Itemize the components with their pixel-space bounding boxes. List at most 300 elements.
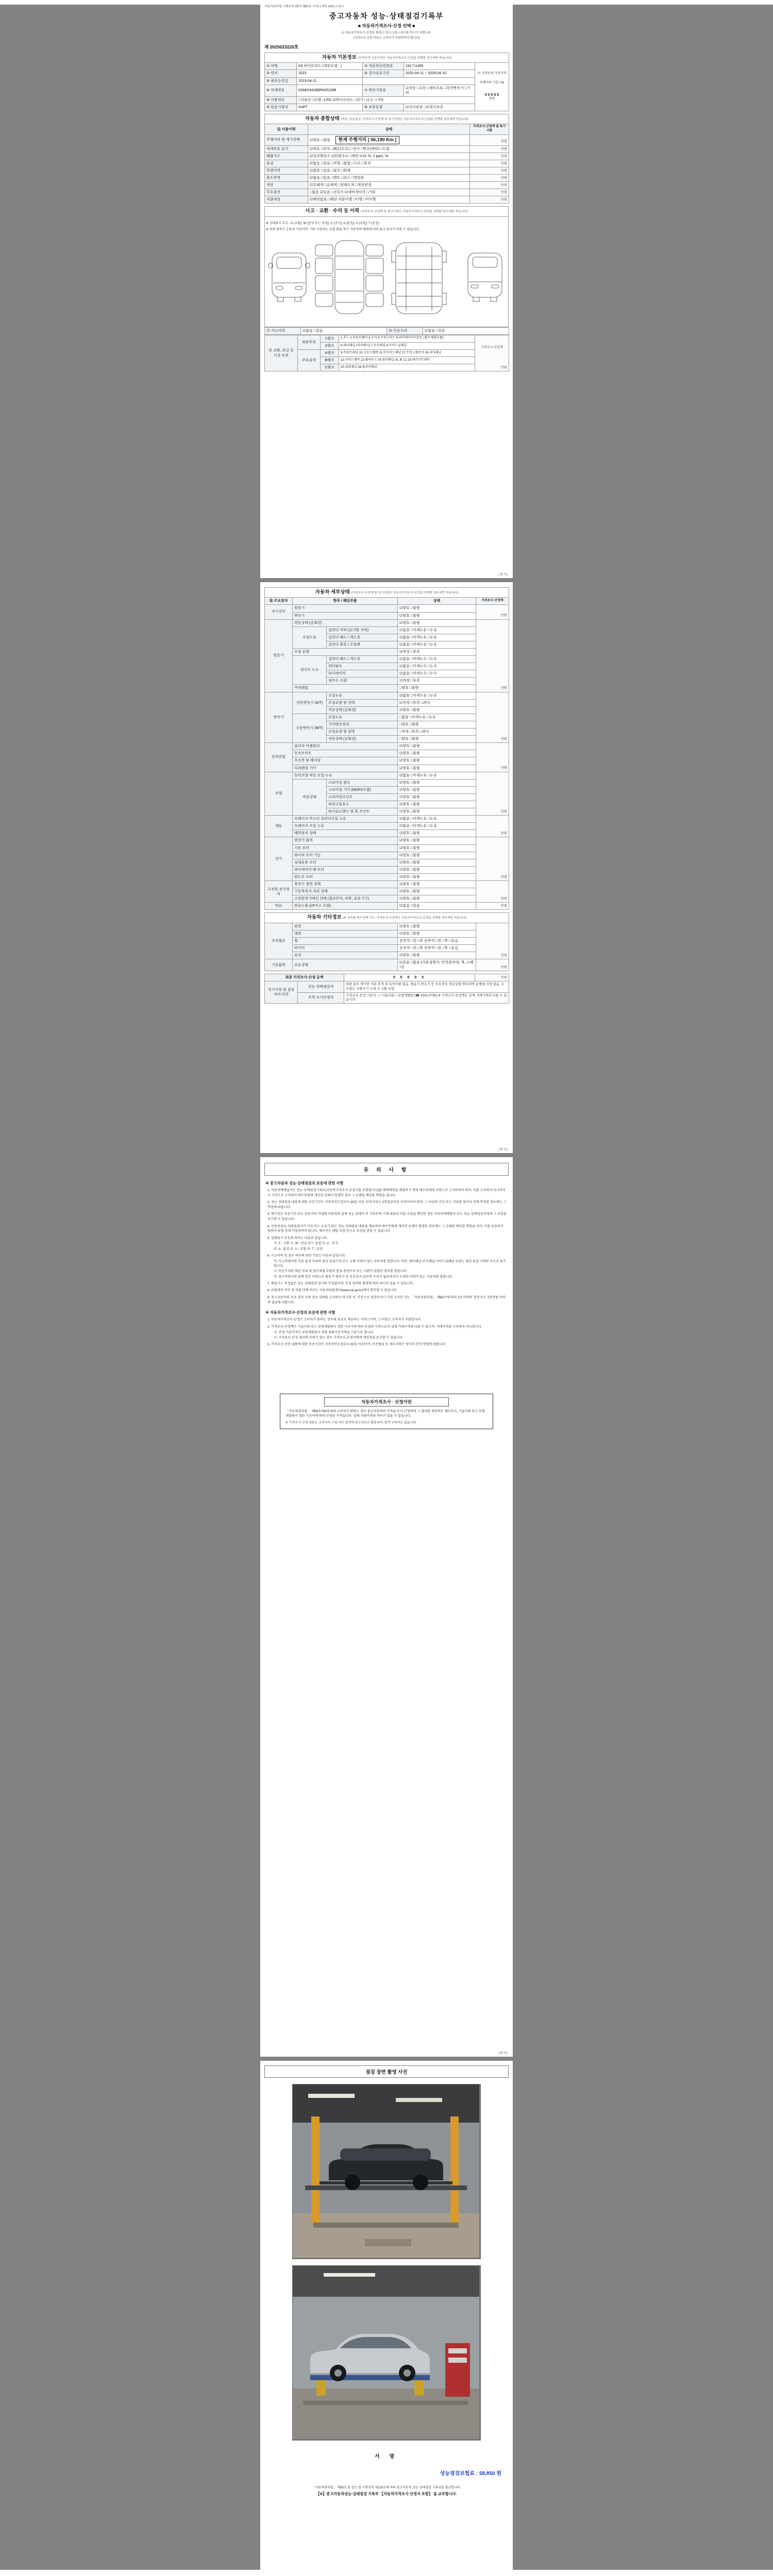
summary-item-label: 튜닝 xyxy=(265,160,308,167)
detail-group-label: 고전원 전기장치 xyxy=(265,881,293,903)
detail-status-checkboxes[interactable]: ☑양호 □불량 xyxy=(398,786,476,793)
other-row xyxy=(265,952,509,959)
notice-paragraph: 8. 리콜대상 여부 및 리콜 이행 여부는 자동차리콜센터(www.car.go.kr)에서 확인할 수 있습니다. xyxy=(267,1289,397,1293)
detail-status-checkboxes[interactable]: ☑없음 □미세누수 □누수 xyxy=(398,663,476,670)
rank-label: C랭크 xyxy=(321,364,339,371)
detail-sub-label: 작동상태 xyxy=(293,779,327,815)
price-cell: 만원 xyxy=(476,881,509,903)
detail-item-label: 클러치 어셈블리 xyxy=(293,743,398,750)
other-row xyxy=(265,923,509,930)
detail-status-checkboxes[interactable]: ☑없음 □미세누유 □누유 xyxy=(398,626,476,634)
rank-parts-list[interactable]: 12.사이드멤버 13.휠하우스 14.필러패널 (A, B, C) 19.패키지트레이 xyxy=(339,357,475,364)
detail-item-label: 워터펌프 xyxy=(327,663,398,670)
current-mileage-box: 현재 주행거리 [ 56,190 Km ] xyxy=(335,136,400,144)
detail-item-label: 작동상태 (공회전) xyxy=(293,619,398,626)
detail-col-price: 가격조사·산정액 xyxy=(476,598,509,605)
appraiser-opinion-row xyxy=(265,992,509,1003)
summary-status-checkboxes[interactable] xyxy=(308,189,470,196)
price-cell: 만원 xyxy=(476,605,509,619)
accident-title: 사고 · 교환 · 수리 등 이력 xyxy=(305,208,360,214)
notice-sub-item: 가. X : 교환 나. W : 판금 또는 용접 다. C : 부식 xyxy=(274,1242,338,1246)
detail-status-checkboxes[interactable]: □없음 □미세누유 □누유 xyxy=(398,714,476,721)
detail-row xyxy=(265,692,509,699)
detail-row xyxy=(265,619,509,626)
exchange-parts-label: ⑮ 교환, 판금 등 이상 부위 xyxy=(265,335,298,371)
price-survey-note-2: (가격조사·산정 비용은 소비자가 부담하여야 합니다) xyxy=(353,37,420,40)
summary-status-text: ☑무채색 □유채색 □전체도색 □색상변경 xyxy=(310,183,372,188)
detail-row xyxy=(265,859,509,866)
engine-type-label: ⑨ 원동기형식 xyxy=(265,104,297,111)
detail-item-label: 라디에이터 xyxy=(327,670,398,677)
summary-status-checkboxes[interactable] xyxy=(308,182,470,189)
summary-row xyxy=(265,196,509,204)
price-survey-info-text: 「자동차관리법」 제58조의4에 따라 소비자가 원하는 경우 중고자동차의 가격을 조사·산정하여 그 결과를 제공하는 제도로서, 기술사회 또는 보험개발원이 정한 기준서에 따라 산정된 가격입니다. 실제 거래가격과 차이가 있을 수 있습니다. xyxy=(285,1409,485,1418)
notice-paragraph: 5. 상태표시 부호의 의미는 다음과 같습니다. xyxy=(267,1236,328,1240)
detail-row xyxy=(265,837,509,844)
detail-group-label: 제동 xyxy=(265,816,293,837)
price-cell: 만원 xyxy=(476,619,509,692)
notice-paragraph: 1. 자동차가격조사·산정은 소비자가 원하는 경우에 유료로 제공되는 서비스이며, 그 비용은 소비자가 부담합니다. xyxy=(267,1318,422,1322)
final-price-value: 0 0 0 0 0 xyxy=(344,974,475,981)
detail-item-label: 기어변속장치 xyxy=(327,721,398,728)
detail-status-checkboxes[interactable]: ☑양호 □불량 xyxy=(398,706,476,714)
diagram-note-legend: ※ 하단 항목은 승용차 기준이며, 기타 자동차는 승합·화물·특수 자동차의 형태에 따라 표시 위치가 다를 수 있습니다. xyxy=(266,228,420,231)
detail-status-checkboxes[interactable]: ☑양호 □불량 xyxy=(398,793,476,801)
panel-area-label: 외판부위 xyxy=(298,335,321,349)
detail-status-checkboxes[interactable]: ☑양호 □불량 xyxy=(398,619,476,626)
detail-status-checkboxes[interactable]: ☑없음 □미세누유 □누유 xyxy=(398,634,476,641)
detail-item-label: 오일누유 xyxy=(327,692,398,699)
basic-info-title: 자동차 기본정보 xyxy=(322,55,357,60)
inspection-photo-2-image xyxy=(293,2266,479,2439)
summary-status-checkboxes[interactable] xyxy=(308,160,470,167)
summary-status-checkboxes[interactable] xyxy=(308,134,470,145)
detail-row xyxy=(265,612,509,619)
detail-row xyxy=(265,626,509,634)
price-cell: 만원 xyxy=(476,692,509,743)
inspection-photo-1-image xyxy=(293,2084,479,2258)
price-survey-note-1: ① 자동차가격조사·산정을 원하는 경우 [ ]에 √ 표시를 하시기 바랍니다. xyxy=(341,31,432,35)
detail-status-checkboxes[interactable]: ☑양호 □불량 xyxy=(398,866,476,873)
engine-type-value: G4FT xyxy=(297,104,363,111)
detail-status-checkboxes[interactable]: ☑양호 □불량 xyxy=(398,859,476,866)
detail-row xyxy=(265,881,509,888)
price-cell: 만원 xyxy=(476,837,509,881)
summary-status-checkboxes[interactable] xyxy=(308,196,470,204)
summary-row xyxy=(265,175,509,182)
detail-item-label: 브레이크 마스터 실린더오일 누유 xyxy=(293,816,398,823)
signature-label[interactable]: 서 명 xyxy=(374,2454,399,2460)
detail-row xyxy=(265,888,509,895)
notice-paragraph: 9. 중고자동차의 구조·장치 등의 성능·상태를 고지하지 아니한 자, 거짓으로 점검하거나 거짓 고지한 자는 「자동차관리법」 제80조에 따라 2년 이하의 징역 또는 2천만원 이하의 벌금에 처합니다. xyxy=(267,1296,506,1304)
inspection-period-value: 2025-04-11 ~ 2026-04-10 xyxy=(404,70,475,77)
detail-status-checkboxes[interactable]: ☑없음 □미세누수 □누수 xyxy=(398,656,476,663)
detail-status-checkboxes[interactable]: ☑없음 □미세누유 □누유 xyxy=(398,823,476,830)
basic-row-1 xyxy=(265,63,509,70)
detail-status-checkboxes[interactable]: ☑양호 □불량 xyxy=(398,743,476,750)
price-cell: 만원 xyxy=(470,189,509,196)
detail-item-label: 파워고압호스 xyxy=(327,801,398,808)
notice-paragraph: 1. 자동차매매업자는 성능·상태점검기록부(자동차가격조사·산정서를 포함합니다)를 매매계약을 체결하기 전에 매수인에게 서면으로 고지하여야 하며, 이를 고지하지 아니하거나 거짓으로 고지하여 매수인에게 재산상 손해가 발생한 경우 그 손해를 배상할 책임을 집니다. xyxy=(267,1189,506,1197)
notice-sub-item: 다. 침수차량이란 물에 잠긴 이력으로 원동기·변속기 등 주요장치 일부의 수리가 필요하거나 수리한 이력이 있는 자동차를 말합니다. xyxy=(274,1275,453,1279)
accident-history-row xyxy=(265,327,509,334)
detail-status-checkboxes[interactable]: ☑양호 □불량 xyxy=(398,757,476,765)
price-cell: 만원 xyxy=(470,196,509,204)
price-survey-select-title: ■ 자동차가격조사·산정 선택 ■ xyxy=(358,23,415,28)
summary-status-text: ☑일산화탄소 ☑탄화수소 □매연 0.01 %, 2 ppm, % xyxy=(310,154,389,158)
summary-row xyxy=(265,182,509,189)
summary-col-price: 가격조사·산정액 및 특기사항 xyxy=(470,124,509,135)
car-diagram-panel xyxy=(264,217,509,327)
summary-row xyxy=(265,189,509,196)
summary-row xyxy=(265,134,509,145)
notice-sub-item: 나. 가격조사·산정 결과에 이의가 있는 경우 가격조사·산정자에게 재산정을 요구할 수 있습니다. xyxy=(274,1335,404,1340)
detail-status-checkboxes[interactable]: ☑양호 □불량 xyxy=(398,750,476,757)
simple-repair-checkboxes[interactable]: ☑없음 □있음 xyxy=(423,327,509,334)
inspection-period-label: ④ 검사유효기간 xyxy=(363,70,404,77)
price-cell xyxy=(475,335,509,371)
detail-item-label: 동력조향 작동 오일 누유 xyxy=(293,772,398,779)
inspection-photo-2 xyxy=(292,2265,481,2441)
detail-status-checkboxes[interactable]: ☑양호 □불량 xyxy=(398,873,476,880)
detail-item-label: 구동축전지 격리 상태 xyxy=(293,888,398,895)
notice-paragraph: 2. 성능·상태점검 내용에 대한 보증기간은 자동차인도일부터 30일 이상, 보증거리는 2천킬로미터 이상이어야 하며, 그 이상의 기간 또는 거리를 당사자 간에 약정한 경우에는 그 약정에 따릅니다. xyxy=(267,1200,507,1209)
notice-paragraph: 2. 가격조사·산정액은 기술사회 또는 보험개발원이 정한 기준서에 따라 산정한 가격으로서 실제 거래가격과 다를 수 있으며, 거래가격을 구속하지 아니합니다. xyxy=(267,1325,482,1329)
summary-table xyxy=(264,114,509,204)
page-3 xyxy=(260,1157,513,2057)
model-year-label: ③ 연식 xyxy=(265,70,297,77)
detail-row xyxy=(265,656,509,663)
other-info-header xyxy=(265,913,509,923)
summary-item-label: 특별이력 xyxy=(265,167,308,174)
exchange-rank-row xyxy=(265,335,509,342)
other-info-subtitle: (※ 장착물 복수선택 가능, 가격조사·산정액은 자동차가격조사·산정을 선택한 경우에만 적습니다) xyxy=(343,917,467,920)
detail-status-checkboxes[interactable]: □양호 □불량 xyxy=(398,685,476,692)
car-name-label: ① 차명 xyxy=(265,63,297,70)
detail-status-checkboxes[interactable]: ☑양호 □불량 xyxy=(398,837,476,844)
fuel-label: ⑧ 사용연료 xyxy=(265,96,297,104)
panel-area-label: 주요골격 xyxy=(298,350,321,371)
summary-row xyxy=(265,145,509,152)
inspection-insurance-fee: 성능점검보험료 : 58,850 원 xyxy=(440,2471,501,2477)
summary-status-text: ☑없음 □있음 □침수 □화재 xyxy=(310,168,350,173)
detail-item-label: 윈도우 모터 xyxy=(293,873,398,880)
other-table-body xyxy=(265,923,509,971)
other-item-label: 타이어 xyxy=(293,945,398,952)
detail-status-checkboxes[interactable]: ☑양호 □불량 xyxy=(398,830,476,837)
notice-sub-item: 가. 산정 기준가격은 보험개발원이 정한 차량기준가액을 기준으로 합니다. xyxy=(274,1330,374,1334)
photo-section-header: 점검 장면 촬영 사진 xyxy=(264,2065,509,2078)
detail-item-label: 실린더 헤드 / 개스킷 xyxy=(327,634,398,641)
price-cell: 만원 xyxy=(470,134,509,145)
detail-status-checkboxes[interactable]: ☑없음 □미세누유 □누유 xyxy=(398,772,476,779)
detail-item-label: 타이로드엔드 및 볼 조인트 xyxy=(327,808,398,816)
summary-item-label: 주행거리 및 계기상태 xyxy=(265,134,308,145)
summary-item-label: 주요옵션 xyxy=(265,189,308,196)
detail-item-label: 스티어링 펌프 xyxy=(327,779,398,786)
summary-status-checkboxes[interactable] xyxy=(308,175,470,182)
price-cell: 만원 xyxy=(470,175,509,182)
exchange-rank-table xyxy=(264,335,509,371)
summary-status-text: ☑없음 □있음 □렌트 □리스 □영업용 xyxy=(310,176,364,180)
summary-item-label: 색상 xyxy=(265,182,308,189)
warranty-type-label: ⑩ 보증유형 xyxy=(363,104,404,111)
final-price-table xyxy=(264,974,509,1004)
notice-paragraph: 3. 매수인은 보증기간 또는 보증거리 이내에 자동차의 실제 성능·상태가 이 기록부의 기재 내용과 다른 사실을 확인한 경우 자동차매매업자 또는 성능·상태점검자에게 그 보증을 요구할 수 있습니다. xyxy=(267,1212,507,1222)
base-price-value: 0 0 0 0 0 xyxy=(484,93,499,97)
summary-status-checkboxes[interactable] xyxy=(308,145,470,152)
transmission-label: ⑦ 변속기종류 xyxy=(363,84,404,96)
price-cell: 만원 xyxy=(470,182,509,189)
detail-item-label: 고전원전기배선 상태 (접속단자, 피복, 보호기구) xyxy=(293,895,398,903)
detail-row xyxy=(265,743,509,750)
detail-sub-label: 자동변속기 (A/T) xyxy=(293,692,327,714)
detail-row xyxy=(265,844,509,852)
summary-status-text: ☑양호 □불량 xyxy=(310,138,330,142)
opinion-block-label: 특기사항 및 점검자의 의견 xyxy=(265,981,298,1004)
other-item-label: 내장 xyxy=(293,930,398,937)
detail-row xyxy=(265,750,509,757)
detail-status-checkboxes[interactable]: ☑양호 □불량 xyxy=(398,852,476,859)
inspector-opinion-text: 외판 일부 경미한 사용 흔적 외 특이사항 없음. 원동기·변속기 등 주요장치 작동상태 양호하며 운행에 지장 없음. 소모품은 교환주기 도래 시 교환 요망. xyxy=(344,981,509,992)
detail-item-label: 변속기 xyxy=(293,612,398,619)
detail-status-checkboxes[interactable]: ☑양호 □불량 xyxy=(398,612,476,619)
page-2 xyxy=(260,582,513,1153)
detail-item-label: 라디에이터 팬 모터 xyxy=(293,866,398,873)
notice-sub-item: 라. A : 흠집 마. U : 요철 바. T : 손상 xyxy=(274,1247,323,1251)
other-status-checkboxes[interactable]: ☑양호 □불량 xyxy=(398,952,476,959)
inspector-label: 성능·상태점검자 xyxy=(298,981,344,992)
detail-sub-label: 수동변속기 (M/T) xyxy=(293,714,327,742)
summary-item-label: 차대번호 표기 xyxy=(265,145,308,152)
detail-row xyxy=(265,779,509,786)
page-2-continued-marker: (계 속) xyxy=(498,1148,508,1151)
other-group-label: 기본품목 xyxy=(265,959,293,971)
detail-group-label: 원동기 xyxy=(265,619,293,692)
other-item-label: 외장 xyxy=(293,923,398,930)
detail-group-label: 자기진단 xyxy=(265,605,293,619)
detail-row xyxy=(265,757,509,765)
other-status-checkboxes[interactable]: ☑있음 □없음 (사용설명서, 안전삼각대, 잭, 스패너) xyxy=(398,959,476,971)
other-item-label: 휠 xyxy=(293,937,398,944)
basic-row-2 xyxy=(265,70,509,77)
price-survey-info-title: 자동차가격조사 · 산정이란 xyxy=(324,1397,448,1406)
detail-row xyxy=(265,714,509,721)
detail-item-label: 오일유량 및 상태 xyxy=(327,728,398,736)
rank-parts-list[interactable]: 6.쿼터패널 (리어펜더) 7.루프패널 8.사이드실패널 xyxy=(339,342,475,349)
summary-table-body xyxy=(265,134,509,203)
notice-paragraph: 6. 사고이력 및 침수 여부의 판단 기준은 다음과 같습니다. xyxy=(267,1254,346,1258)
detail-sub-label: 냉각수 누수 xyxy=(293,656,327,685)
basic-row-4 xyxy=(265,84,509,96)
other-status-checkboxes[interactable]: 운전석 □전 □후 동반석 □전 □후 □응급 xyxy=(398,945,476,952)
rank-label: 2랭크 xyxy=(321,342,339,349)
base-price-unit: 만원 xyxy=(489,97,495,101)
model-year-value: 2023 xyxy=(297,70,363,77)
detail-row xyxy=(265,605,509,612)
price-cell: 만원 xyxy=(476,903,509,910)
detail-item-label: 실린더 헤드 / 개스킷 xyxy=(327,656,398,663)
detail-row xyxy=(265,816,509,823)
detail-status-checkboxes[interactable]: ☑양호 □불량 xyxy=(398,801,476,808)
detail-item-label: 스티어링조인트 xyxy=(327,793,398,801)
detail-status-checkboxes[interactable]: ☑없음 □미세누유 □누유 xyxy=(398,816,476,823)
detail-status-checkboxes[interactable]: ☑양호 □불량 xyxy=(398,765,476,772)
detail-group-label: 전기 xyxy=(265,837,293,881)
detail-status-checkboxes[interactable]: ☑없음 □미세누유 □누유 xyxy=(398,641,476,648)
detail-group-label: 연료 xyxy=(265,903,293,910)
accident-subtitle: (가격조사·산정액 및 특기사항은 자동차가격조사·산정을 선택한 경우에만 적습니다) xyxy=(360,210,468,214)
accident-history-table xyxy=(264,327,509,335)
detail-item-label: 추진축 및 베어링 xyxy=(293,757,398,765)
detail-status-checkboxes[interactable]: ☑없음 □미세누수 □누수 xyxy=(398,670,476,677)
detail-subtitle: (가격조사·산정액 및 특기사항은 자동차가격조사·산정을 선택한 경우에만 적습니다) xyxy=(351,591,459,595)
appraiser-opinion-text[interactable]: 가격조사·산정 기준서 : □ 기술사회 □ 보험개발원 (☎ 1533-2730) ※ 가격조사·산정액은 실제 거래가격과 다를 수 있습니다. xyxy=(344,992,509,1003)
detail-item-label: 원동기 xyxy=(293,605,398,612)
detail-item-label: 오일 유량 xyxy=(293,649,398,656)
detail-row xyxy=(265,873,509,880)
basic-row-6 xyxy=(265,104,509,111)
detail-status-checkboxes[interactable]: ☑적정 □부족 □과다 xyxy=(398,699,476,706)
other-row xyxy=(265,959,509,971)
bottom-margin-strip xyxy=(0,2570,773,2576)
detail-item-label: 냉각수 수량 xyxy=(327,677,398,685)
detail-group-label: 변속기 xyxy=(265,692,293,743)
detail-row xyxy=(265,823,509,830)
detail-row xyxy=(265,903,509,910)
final-price-unit: 만원 xyxy=(475,974,509,981)
detail-status-checkboxes[interactable]: □양호 □불량 xyxy=(398,721,476,728)
detail-item-label: 실내송풍 모터 xyxy=(293,859,398,866)
detail-row xyxy=(265,649,509,656)
summary-status-text: ☑양호 □부식 □훼손(오손) □상이 □변조(변타) □도말 xyxy=(310,147,390,151)
basic-row-5 xyxy=(265,96,509,104)
detail-status-checkboxes[interactable]: ☑양호 □불량 xyxy=(398,888,476,895)
simple-repair-label: ⑭ 단순수리 xyxy=(387,327,423,334)
other-info-table xyxy=(264,912,509,971)
base-price-side-cell xyxy=(475,63,509,111)
summary-row xyxy=(265,160,509,167)
detail-col-system: ⑯ 주요장치 xyxy=(265,598,293,605)
summary-title: 자동차 종합상태 xyxy=(305,116,340,122)
transmission-checkboxes[interactable]: ☑자동 □수동 □세미오토 □무단변속기 □기타 xyxy=(404,84,475,96)
rank-label: B랭크 xyxy=(321,357,339,364)
notices-header: 유 의 사 항 xyxy=(264,1163,509,1176)
inspection-photo-1 xyxy=(292,2084,481,2259)
detail-status-checkboxes[interactable]: ☑양호 □불량 xyxy=(398,844,476,852)
rank-parts-list[interactable]: 15.대쉬패널 16.플로어패널 xyxy=(339,364,475,371)
plate-number-value: 241기1489 xyxy=(404,63,475,70)
notice-sub-item: 가. 사고차량이란 주요 골격 부위의 판금·용접수리 또는 교환 이력이 있는 자동차를 말합니다. 다만, 쿼터패널·루프패널·사이드실패널 부위는 절단·용접 시에만 사고로 표기합니다. xyxy=(274,1259,506,1268)
warranty-type-checkboxes[interactable]: ☑자가보증 □보험사보증 xyxy=(404,104,475,111)
detail-status-checkboxes[interactable]: ☑적정 □부족 xyxy=(398,677,476,685)
detail-row xyxy=(265,765,509,772)
basic-info-header xyxy=(265,53,509,63)
summary-status-checkboxes[interactable] xyxy=(308,152,470,160)
detail-item-label: 실린더 블록 / 오일팬 xyxy=(327,641,398,648)
detail-status-checkboxes[interactable]: ☑양호 □불량 xyxy=(398,895,476,903)
basic-row-3-empty xyxy=(363,77,475,84)
price-column-header: 가격조사·산정액 xyxy=(481,346,503,350)
page-1-continued-marker: (계 속) xyxy=(498,573,508,577)
detail-status-checkboxes[interactable]: ☑양호 □불량 xyxy=(398,808,476,816)
detail-status-checkboxes[interactable]: ☑양호 □불량 xyxy=(398,881,476,888)
final-price-row xyxy=(265,974,509,981)
other-status-checkboxes[interactable]: ☑양호 □불량 xyxy=(398,923,476,930)
other-group-label: 수리필요 xyxy=(265,923,293,959)
detail-col-item: 항목 / 해당부품 xyxy=(293,598,398,605)
other-status-checkboxes[interactable]: 운전석 □전 □후 동반석 □전 □후 □응급 xyxy=(398,937,476,944)
other-info-title: 자동차 기타정보 xyxy=(307,914,342,921)
detail-row xyxy=(265,852,509,859)
final-price-label: 최종 가격조사·산정 금액 xyxy=(265,974,344,981)
rank-parts-list[interactable]: 9.프론트패널 10.크로스멤버 11.인사이드패널 17.트렁크플로어 18.리어패널 xyxy=(339,350,475,357)
other-row xyxy=(265,930,509,937)
price-cell: 만원 xyxy=(476,923,509,959)
detail-row xyxy=(265,772,509,779)
notice-paragraph: 4. 자동차성능·상태점검자가 거짓 또는 오류가 있는 성능·상태점검 내용을 제공하여 매수인에게 재산상 손해가 발생한 경우에는 그 손해를 배상할 책임을 지며, 이를 보증하기 위하여 보험 등에 가입하여야 합니다. 매수인은 해당 보험 등으로 보상을 받을 수 있습니다. xyxy=(267,1224,503,1233)
car-damage-diagram[interactable] xyxy=(266,233,510,322)
detail-item-label: 브레이크 오일 누유 xyxy=(293,823,398,830)
detail-group-label: 동력전달 xyxy=(265,743,293,772)
appraiser-label: 가격·조사산정자 xyxy=(298,992,344,1003)
detail-row xyxy=(265,685,509,692)
rank-parts-list[interactable]: 1.후드 2.프론트펜더 3.도어 4.트렁크리드 5.라디에이터서포트 (볼트체결부품) xyxy=(339,335,475,342)
first-registration-value: 2023-04-11 xyxy=(297,77,363,84)
detail-col-header-row xyxy=(265,598,509,605)
detail-status-checkboxes[interactable]: □적정 □부족 □과다 xyxy=(398,728,476,736)
page-3-continued-marker: (계 속) xyxy=(498,2052,508,2055)
detail-item-label: 배력장치 상태 xyxy=(293,830,398,837)
summary-col-header-row xyxy=(265,124,509,135)
page-1 xyxy=(260,1,513,578)
detail-item-label: 등속조인트 xyxy=(293,750,398,757)
summary-status-text: □없음 ☑있음 □선루프 ☑네비게이션 □기타 xyxy=(310,191,376,195)
other-row xyxy=(265,937,509,944)
detail-status-checkboxes[interactable]: ☑없음 □미세누유 □누유 xyxy=(398,692,476,699)
footer-legal-line: 「자동차관리법」 제58조 및 같은 법 시행규칙 제120조에 따라 중고자동차 성능·상태점검 기록부를 발급합니다. xyxy=(312,2486,461,2489)
price-cell: 만원 xyxy=(476,816,509,837)
detail-title: 자동차 세부상태 xyxy=(315,589,350,595)
detail-status-checkboxes[interactable]: ☑양호 □불량 xyxy=(398,779,476,786)
detail-item-label: 작동상태 (공회전) xyxy=(327,736,398,743)
price-cell: 만원 xyxy=(476,772,509,816)
detail-status-checkboxes[interactable]: ☑없음 □있음 xyxy=(398,903,476,910)
price-cell: 만원 xyxy=(476,959,509,971)
fuel-checkboxes[interactable]: □가솔린 □디젤 □LPG ☑하이브리드 □전기 □수소 □기타 xyxy=(297,96,475,104)
other-status-checkboxes[interactable]: ☑양호 □불량 xyxy=(398,930,476,937)
detail-table-body xyxy=(265,605,509,910)
other-item-label: 보유상태 xyxy=(293,959,398,971)
detail-status-checkboxes[interactable]: □양호 □불량 xyxy=(398,736,476,743)
detail-status-checkboxes[interactable]: ☑양호 □불량 xyxy=(398,605,476,612)
document-title: 중고자동차 성능·상태점검기록부 xyxy=(329,12,444,20)
detail-row xyxy=(265,895,509,903)
detail-item-label: 실린더 커버 (로커암 커버) xyxy=(327,626,398,634)
summary-status-checkboxes[interactable] xyxy=(308,167,470,174)
accident-history-checkboxes[interactable]: ☑없음 □있음 xyxy=(301,327,387,334)
detail-status-checkboxes[interactable]: ☑적정 □부족 xyxy=(398,649,476,656)
price-cell: 만원 xyxy=(470,160,509,167)
basic-info-subtitle: (가격산정 기준가격은 자동차가격조사·산정을 선택한 경우에만 적습니다) xyxy=(358,57,452,60)
detail-col-status: 상태 xyxy=(398,598,476,605)
summary-subtitle: (색상, 주요옵션, 가격조사·산정액 및 특기사항은 자동차가격조사·산정을 선택한 경우에만 적습니다) xyxy=(341,118,469,121)
summary-row xyxy=(265,167,509,174)
basic-info-table xyxy=(264,53,509,111)
price-cell: 만원 xyxy=(470,167,509,174)
notice-section-title: ※ 중고자동차 성능·상태점검의 보증에 관한 사항 xyxy=(265,1181,344,1185)
summary-col-status: 상태 xyxy=(308,124,470,135)
